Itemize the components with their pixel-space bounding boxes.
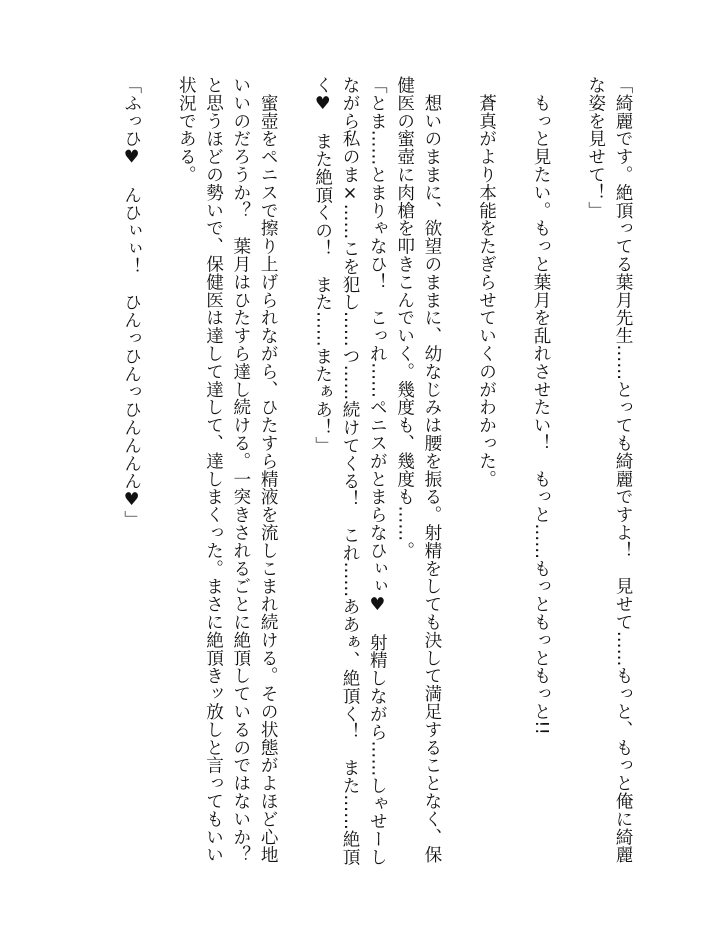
- vertical-text-body: [76, 76, 636, 882]
- paragraph-break: [445, 76, 472, 866]
- paragraph-dialogue-1: 「綺麗です。絶頂ってる葉月先生……とっても綺麗ですよ！ 見せて……もっと、もっと俺に綺麗な姿を見せて！」: [585, 76, 633, 864]
- paragraph-narration-4: 蜜壺をペニスで擦り上げられながら、ひたすら精液を流しこまれ続ける。その状態がよほど心地いいのだろうか？ 葉月はひたすら達し続ける。一突きされるごとに絶頂しているのではないか？ と思うほどの勢いで、保健医は達して達して、達しまくった。まさに絶頂きッ放しと言ってもいい状況である。: [176, 76, 279, 882]
- paragraph-break: [145, 76, 172, 866]
- paragraph-narration-2: 蒼真がより本能をたぎらせていくのがわかった。: [476, 76, 497, 488]
- paragraph-break: [554, 76, 581, 866]
- paragraph-narration-3: 想いのままに、欲望のままに、幼なじみは腰を振る。射精をしても決して満足することなく、保健医の蜜壺に肉槍を叩きこんでいく。幾度も、幾度も……。: [394, 76, 442, 864]
- paragraph-narration-1: もっと見たい。もっと葉月を乱れさせたい！ もっと……もっともっともっと!!: [531, 76, 552, 736]
- paragraph-break: [281, 76, 308, 866]
- paragraph-break: [500, 76, 527, 866]
- paragraph-dialogue-2: 「とま……とまりゃなひ！ こっれ……ペニスがとまらなひぃぃ♥ 射精しながら……しゃせーしながら私のま×……こを犯し……つ……続けてくる！ これ……ああぁ、絶頂く！ また……絶頂く♥ また絶頂くの！ また……またぁあ！」: [312, 76, 388, 866]
- paragraph-dialogue-3: 「ふっひ♥ んひぃぃ！ ひんっひんっひんんんん♥」: [121, 76, 142, 529]
